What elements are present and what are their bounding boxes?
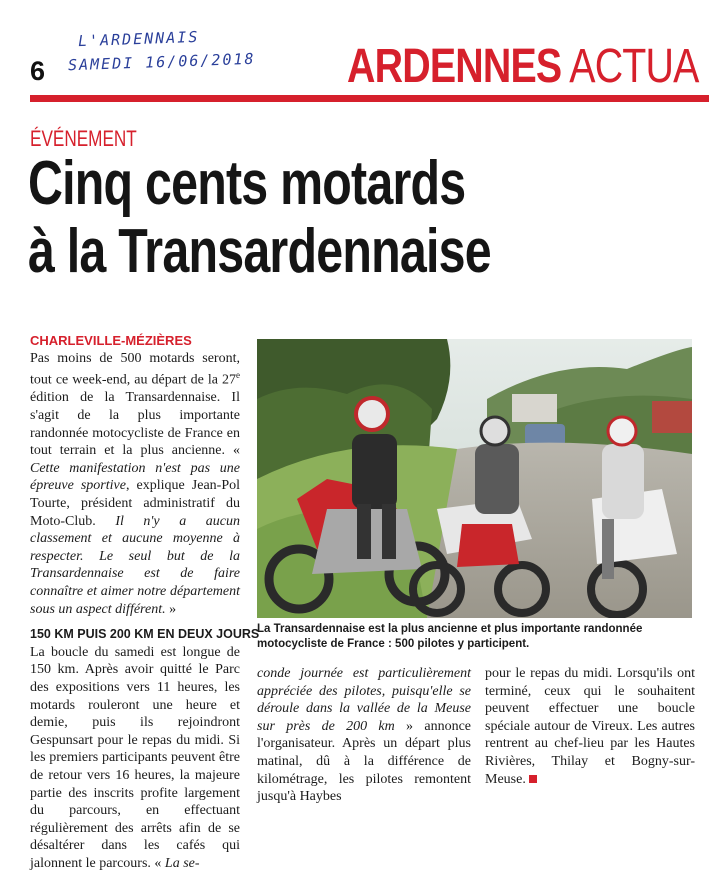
section-header [347,39,699,94]
section-divider [30,95,709,102]
article-column-3 [485,665,695,788]
section-title-bold: ARDENNES [347,40,562,93]
article-subhead: 150 KM PUIS 200 KM EN DEUX JOURS [30,627,260,642]
section-title-light: ACTUA [569,40,699,93]
paragraph-sunday: conde journée est particulièrement appréciée des pilotes, puisqu'elle se déroule dans la vallée de la Meuse sur près de 200 km » annonce l'organisateur. Après un départ plus matinal, dû à la différence de kilométrage, les pilotes remontent jusqu'à Haybes [257,666,471,805]
handwritten-source-note: L'ARDENNAIS [77,27,200,51]
paragraph-saturday: La boucle du samedi est longue de 150 km. Après avoir quitté le Parc des expositions vers 11 heures, les motards rouleront une heure et demie, puis ils rejoindront Gespunsart pour le repas du midi. Si les premiers participants peuvent être de retour vers 16 heures, la majeure partie des inscrits profite largement du parcours, en effectuant régulièrement des arrêts afin de se désaltérer dans les cafés qui jalonnent le parcours. « La se- [30,644,240,871]
headline-line-1: Cinq cents motards [28,149,466,218]
article-column-1 [30,332,260,872]
article-photo [257,339,692,618]
headline-line-2: à la Transardennaise [28,217,491,286]
handwritten-date-note: SAMEDI 16/06/2018 [67,49,256,75]
end-of-article-mark [529,775,537,783]
page-number: 6 [30,56,46,86]
article-kicker: ÉVÉNEMENT [30,126,137,151]
dateline: CHARLEVILLE-MÉZIÈRES [30,333,192,348]
paragraph-closing: pour le repas du midi. Lorsqu'ils ont terminé, ceux qui le souhaitent peuvent effectuer une boucle spéciale autour de Vireux. Les autres rentrent au chef-lieu par les Hautes Rivières, Thilay et Bogny-sur-Meuse. [485,666,695,787]
paragraph-intro: Pas moins de 500 motards seront, tout ce week-end, au départ de la 27e édition de la Transardennaise. Il s'agit de la plus importante randonnée motocycliste de France en tout terrain et la plus ancienne. « Cette manifestation n'est pas une épreuve sportive, explique Jean-Pol Tourte, président administratif du Moto-Club. Il n'y a aucun classement et aucune moyenne à respecter. Le seul but de la Transardennaise est de faire connaître et aimer notre département sous un aspect différent. » [30,350,240,617]
article-column-2 [257,665,471,806]
article-headline [28,150,590,286]
photo-caption: La Transardennaise est la plus ancienne et plus importante randonnée motocycliste de France : 500 pilotes y participent. [257,623,643,650]
